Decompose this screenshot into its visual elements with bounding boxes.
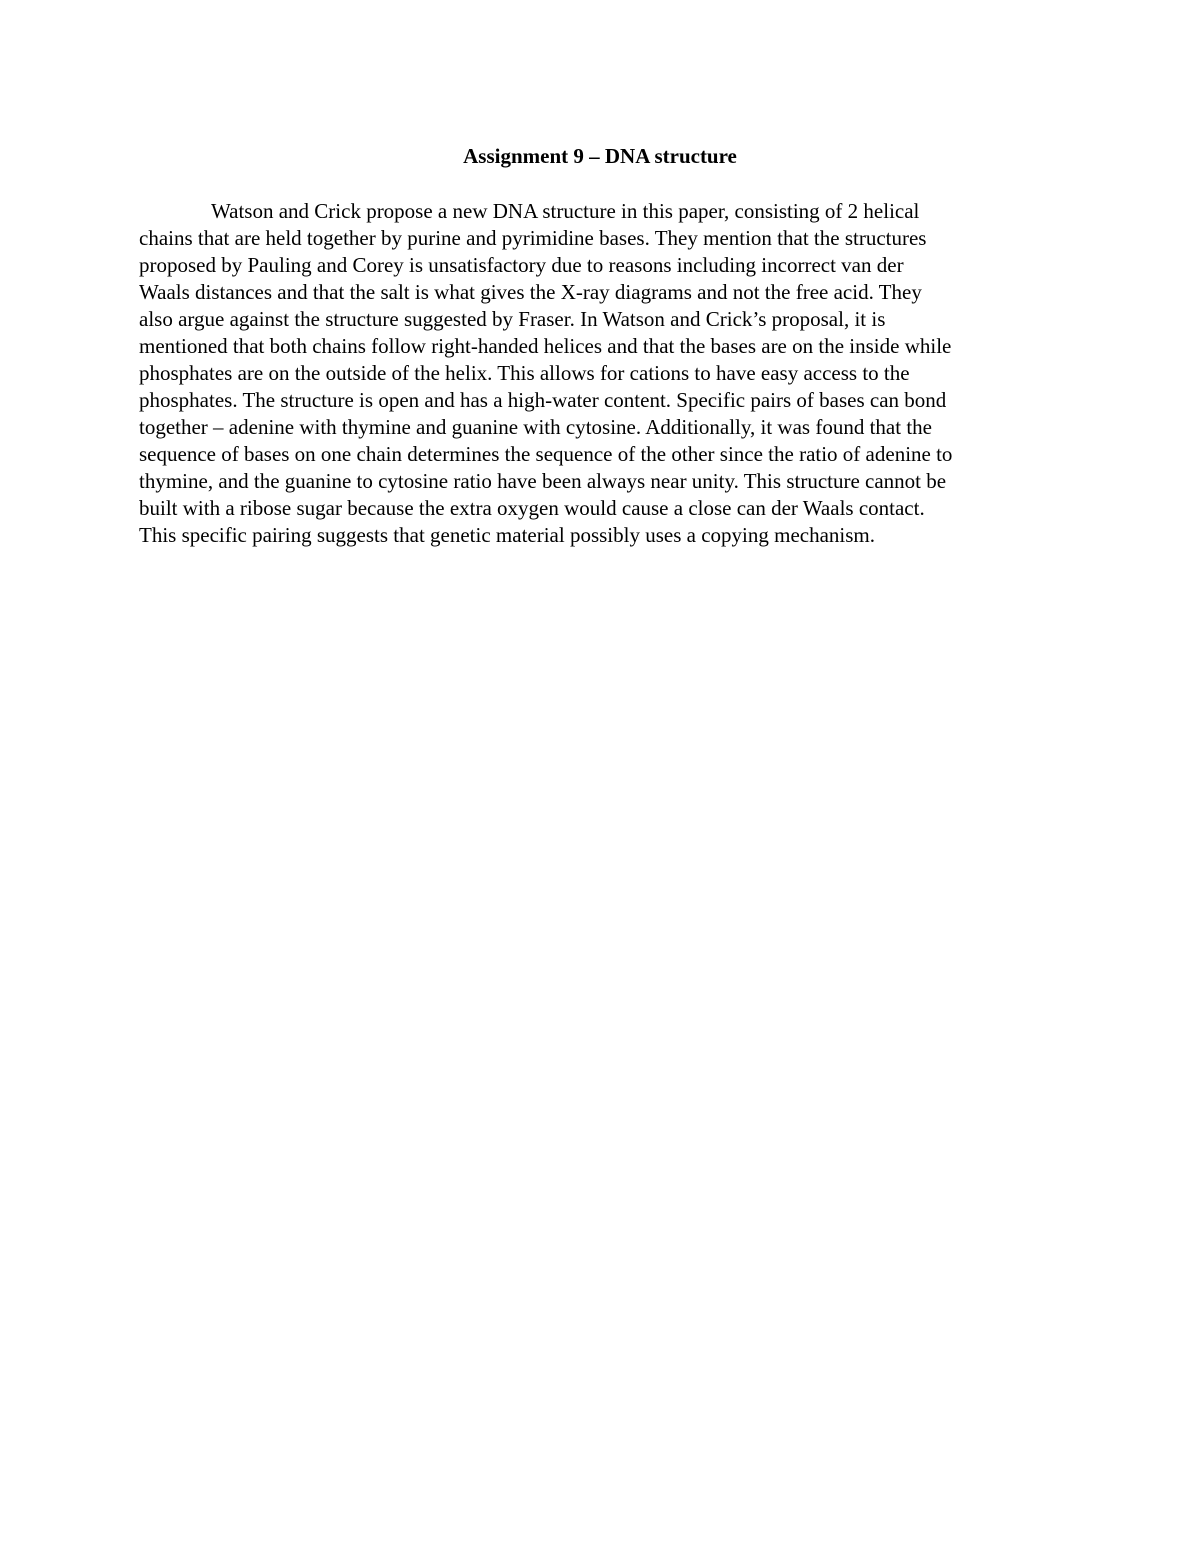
document-paragraph: [139, 198, 1059, 549]
paragraph-line: built with a ribose sugar because the extra oxygen would cause a close can der Waals contact.: [139, 496, 925, 520]
paragraph-line: phosphates. The structure is open and has a high-water content. Specific pairs of bases can bond: [139, 388, 947, 412]
paragraph-line: Watson and Crick propose a new DNA structure in this paper, consisting of 2 helical: [211, 199, 920, 223]
paragraph-line: chains that are held together by purine and pyrimidine bases. They mention that the structures: [139, 226, 927, 250]
paragraph-line: mentioned that both chains follow right-handed helices and that the bases are on the inside while: [139, 334, 952, 358]
paragraph-line: This specific pairing suggests that genetic material possibly uses a copying mechanism.: [139, 523, 875, 547]
paragraph-line: also argue against the structure suggested by Fraser. In Watson and Crick’s proposal, it is: [139, 307, 886, 331]
paragraph-line: thymine, and the guanine to cytosine ratio have been always near unity. This structure cannot be: [139, 469, 947, 493]
paragraph-line: sequence of bases on one chain determines the sequence of the other since the ratio of adenine to: [139, 442, 953, 466]
paragraph-line: together – adenine with thymine and guanine with cytosine. Additionally, it was found that the: [139, 415, 932, 439]
paragraph-line: Waals distances and that the salt is what gives the X-ray diagrams and not the free acid. They: [139, 280, 922, 304]
paragraph-line: proposed by Pauling and Corey is unsatisfactory due to reasons including incorrect van der: [139, 253, 904, 277]
document-title: Assignment 9 – DNA structure: [463, 144, 737, 168]
paragraph-line: phosphates are on the outside of the helix. This allows for cations to have easy access to the: [139, 361, 910, 385]
